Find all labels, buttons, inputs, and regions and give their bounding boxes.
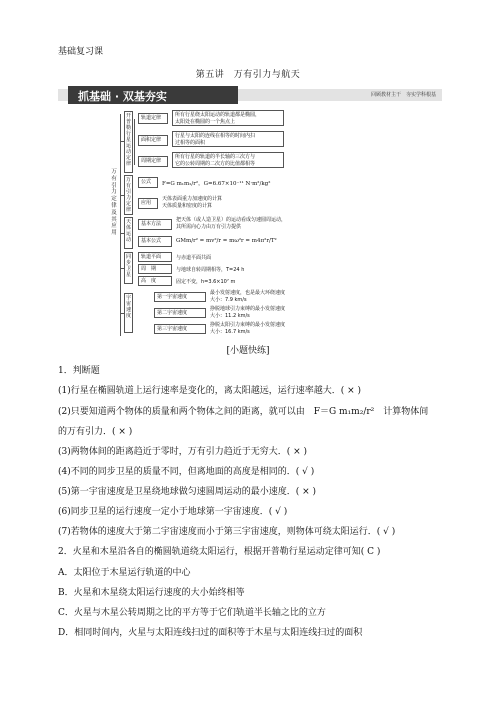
cosmic-item-text: 最小发射速度，也是最大环绕速度 大小：7.9 km/s <box>210 290 286 303</box>
question-line: (6)同步卫星的运行速度一定小于地球第一宇宙速度．( √ ) <box>58 507 288 517</box>
page-title: 第五讲 万有引力与航天 <box>195 70 301 80</box>
question-line: (2)只要知道两个物体的质量和两个物体之间的距离，就可以由 F＝G m₁m₂/r² 计算物体间 <box>58 407 429 417</box>
law-group-label: 万 有 引 力 定 律 <box>125 177 131 213</box>
cosmic-item-name: 第二宇宙速度 <box>154 308 206 318</box>
sync-item-name: 高 度 <box>138 276 172 286</box>
section-banner <box>58 86 442 104</box>
sync-item-text: 固定不变，h=3.6×10⁷ m <box>176 279 236 285</box>
question-line: (4)不同的同步卫星的质量不同，但离地面的高度是相同的．( √ ) <box>58 467 315 477</box>
cosmic-item-text: 挣脱太阳引力束缚的最小发射速度 大小：16.7 km/s <box>210 322 286 335</box>
kepler-item-text: 所有行星的轨道的半长轴的三次方与 它的公转周期的二次方的比值都相等 <box>172 152 284 168</box>
banner-subtitle: 回顾教材主干 夯实学科根基 <box>370 92 436 98</box>
cosmic-item-name: 第三宇宙速度 <box>154 324 206 334</box>
question-line: (1)行星在椭圆轨道上运行速率是变化的，离太阳越远，运行速率越大．( × ) <box>58 386 362 396</box>
celestial-method-name: 基本方法 <box>138 219 172 230</box>
sync-item-name: 轨道平面 <box>138 252 172 262</box>
question-line: 2．火星和木星沿各自的椭圆轨道绕太阳运行，根据开普勒行星运动定律可知( C ) <box>58 547 381 557</box>
question-line: (3)两物体间的距离趋近于零时，万有引力趋近于无穷大．( × ) <box>58 447 308 457</box>
law-app-name: 应用 <box>138 198 158 209</box>
option-b: B．火星和木星绕太阳运行速度的大小始终相等 <box>58 588 245 598</box>
section-header: 基础复习课 <box>58 47 104 57</box>
sync-item-text: 与赤道平面共面 <box>176 255 212 261</box>
option-c: C．火星与木星公转周期之比的平方等于它们轨道半长轴之比的立方 <box>58 608 326 618</box>
concept-map <box>108 109 364 341</box>
question-line: 1．判断题 <box>58 366 100 376</box>
cosmic-group-label: 宇 宙 速 度 <box>124 293 133 333</box>
law-formula-name: 公式 <box>138 177 158 188</box>
celestial-method: 把天体（或人造卫星）的运动看成匀速圆周运动， 其所需向心力由万有引力提供 <box>176 217 287 230</box>
law-apps: 天体表面重力加速度的计算 天体质量和密度的计算 <box>162 196 223 209</box>
question-line: (7)若物体的速度大于第二宇宙速度而小于第三宇宙速度，则物体可绕太阳运行．( √ ) <box>58 527 396 537</box>
kepler-item-name: 轨道定律 <box>138 113 168 124</box>
celestial-group-label: 天 体 运 动 <box>124 217 133 249</box>
quick-practice-title: [小题快练] <box>226 346 270 356</box>
celestial-formula: GMm/r² = mv²/r = mω²r = m4π²r/T² <box>176 238 277 244</box>
sync-item-name: 周 期 <box>138 264 172 274</box>
option-d: D．相同时间内，火星与太阳连线扫过的面积等于木星与太阳连线扫过的面积 <box>58 628 363 638</box>
kepler-group-label: 开 普 勒 行 星 运 动 定 律 <box>124 111 133 173</box>
kepler-item-text: 行星与太阳的连线在相等的时间内扫 过相等的面积 <box>172 131 284 147</box>
question-line: 的万有引力．( × ) <box>58 427 133 437</box>
sync-group-label: 同 步 卫 星 <box>124 252 133 284</box>
question-line: (5)第一宇宙速度是卫星绕地球做匀速圆周运动的最小速度．( × ) <box>58 487 317 497</box>
root-label: 万 有 引 力 定 律 及 其 应 用 <box>111 169 117 237</box>
option-a: A．太阳位于木星运行轨道的中心 <box>58 568 191 578</box>
kepler-item-text: 所有行星绕太阳运动的轨道都是椭圆， 太阳处在椭圆的一个焦点上 <box>172 110 284 126</box>
cosmic-item-name: 第一宇宙速度 <box>154 292 206 302</box>
sync-item-text: 与地球自转周期相等，T=24 h <box>176 267 245 273</box>
law-formula: F=G m₁m₂/r²，G=6.67×10⁻¹¹ N·m²/kg² <box>162 181 271 187</box>
cosmic-item-text: 挣脱地球引力束缚的最小发射速度 大小：11.2 km/s <box>210 306 286 319</box>
kepler-item-name: 面积定律 <box>138 135 168 146</box>
root-spine <box>120 114 121 336</box>
kepler-item-name: 周期定律 <box>138 156 168 167</box>
celestial-formula-name: 基本公式 <box>138 236 172 247</box>
banner-heading: 抓基础 · 双基夯实 <box>78 90 167 103</box>
